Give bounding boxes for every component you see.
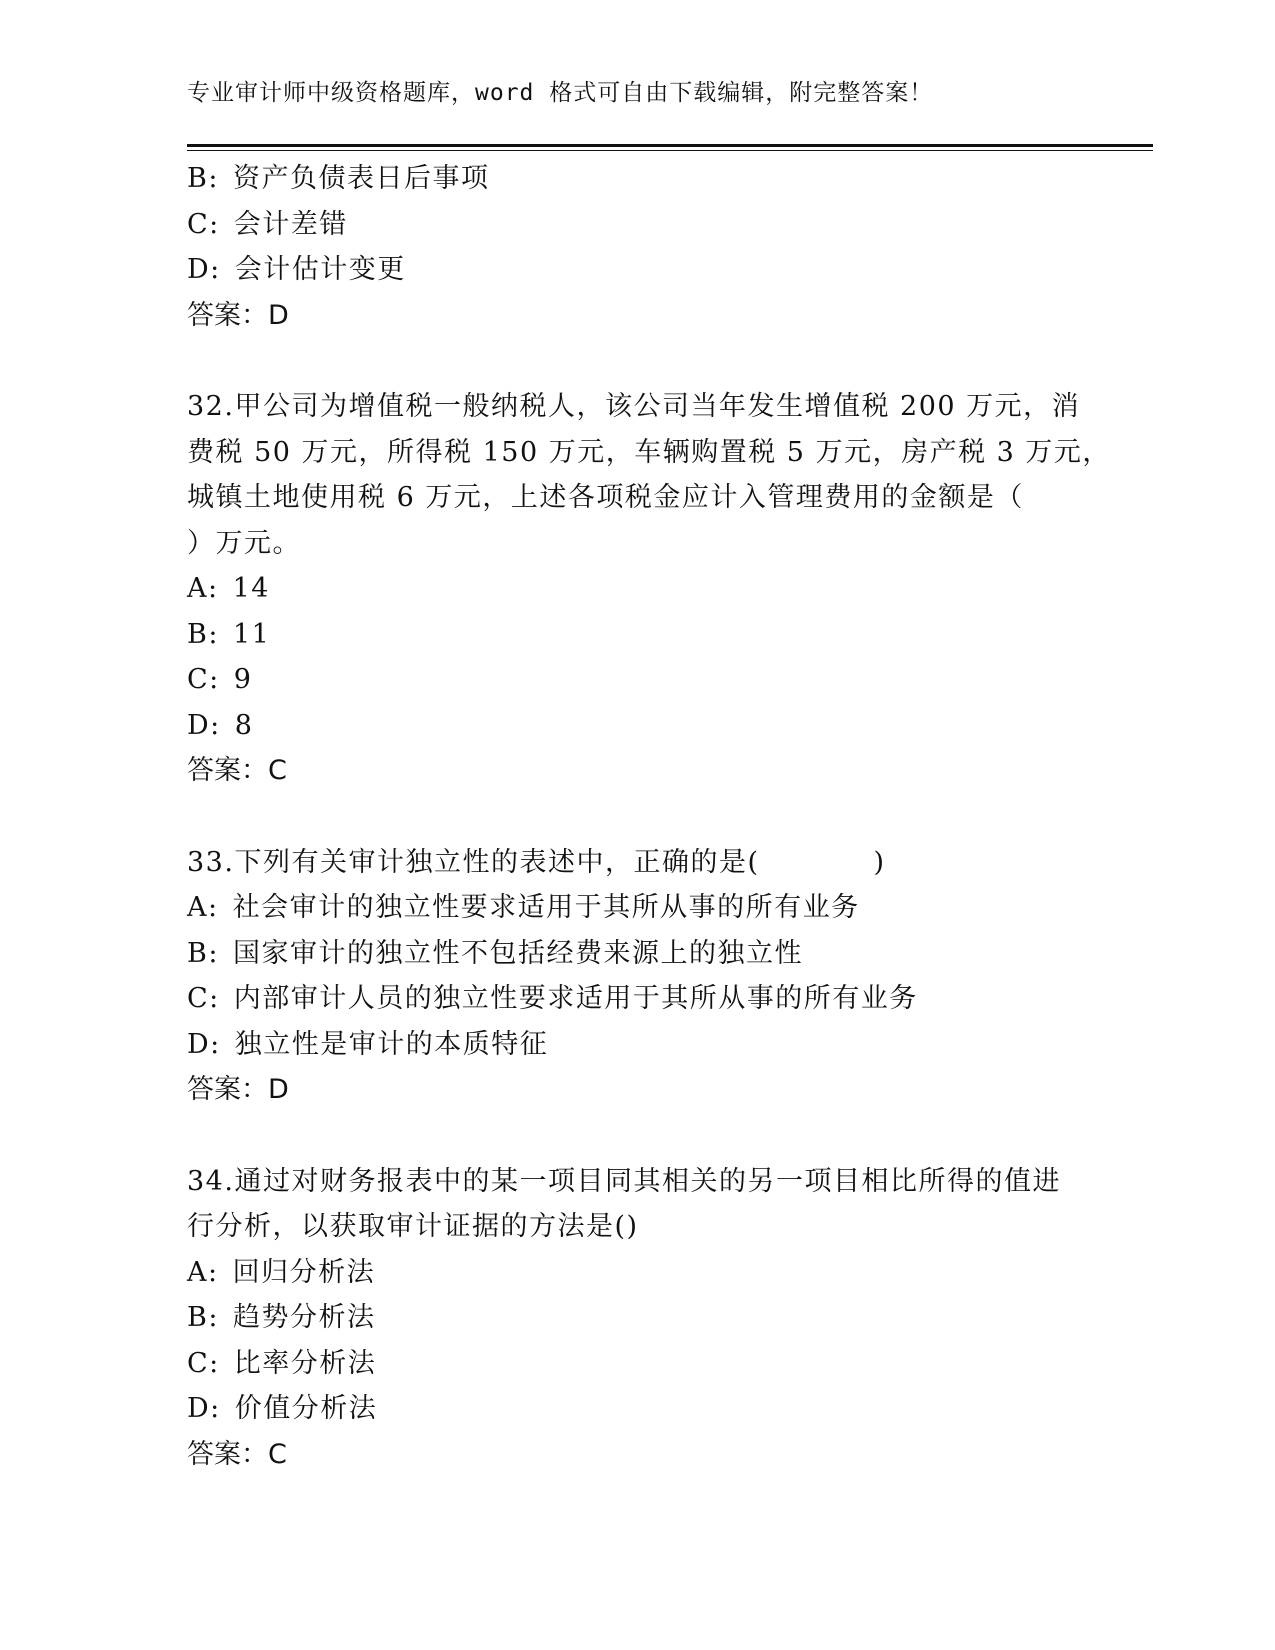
question-stem-line: 城镇土地使用税 6 万元，上述各项税金应计入管理费用的金额是（	[187, 482, 1024, 513]
option-letter: B:	[187, 163, 219, 194]
header-rule-thin	[187, 150, 1153, 151]
question-stem-line: 行分析，以获取审计证据的方法是()	[187, 1211, 639, 1242]
option-letter: B:	[187, 1302, 219, 1333]
option-line	[187, 1250, 1087, 1296]
option-letter: C:	[187, 1347, 220, 1379]
option-line	[187, 156, 1087, 202]
answer-line: 答案：D	[187, 1074, 289, 1105]
option-letter: C:	[187, 208, 220, 240]
option-line	[187, 202, 1087, 248]
option-letter: B:	[187, 937, 219, 969]
option-line	[187, 247, 1087, 293]
option-text: 会计差错	[233, 208, 348, 240]
document-body	[187, 156, 1111, 1477]
question-stem-line: 33.下列有关审计独立性的表述中，正确的是( )	[187, 846, 886, 878]
question-stem-line: 34.通过对财务报表中的某一项目同其相关的另一项目相比所得的值进	[187, 1165, 1061, 1197]
page-header: 专业审计师中级资格题库，word 格式可自由下载编辑，附完整答案！	[187, 80, 934, 106]
option-line	[187, 1386, 1087, 1432]
option-line	[187, 657, 1087, 703]
option-line	[187, 931, 1087, 977]
option-line	[187, 976, 1087, 1022]
option-text: 会计估计变更	[234, 254, 406, 285]
question-stem-line: 32.甲公司为增值税一般纳税人，该公司当年发生增值税 200 万元，消	[187, 391, 1081, 422]
option-letter: A:	[187, 1256, 219, 1288]
option-text: 比率分析法	[233, 1347, 377, 1379]
option-letter: D:	[187, 1028, 221, 1060]
answer-line: 答案：D	[187, 299, 289, 331]
option-text: 11	[232, 618, 271, 650]
option-text: 独立性是审计的本质特征	[234, 1028, 549, 1060]
continued-question	[187, 156, 1087, 338]
option-text: 社会审计的独立性要求适用于其所从事的所有业务	[232, 892, 860, 923]
option-text: 趋势分析法	[232, 1302, 376, 1333]
option-text: 回归分析法	[232, 1256, 376, 1288]
option-text: 内部审计人员的独立性要求适用于其所从事的所有业务	[233, 983, 918, 1014]
option-letter: D:	[187, 254, 221, 285]
answer-line: 答案：C	[187, 755, 287, 786]
question-34	[187, 1159, 1087, 1478]
option-line	[187, 885, 1087, 931]
option-text: 9	[233, 664, 253, 695]
option-letter: B:	[187, 618, 219, 650]
option-line	[187, 703, 1087, 749]
answer-line: 答案：C	[187, 1438, 287, 1470]
option-letter: D:	[187, 1393, 221, 1424]
option-letter: C:	[187, 983, 220, 1014]
option-text: 价值分析法	[234, 1393, 378, 1424]
question-stem-line: ）万元。	[187, 527, 301, 559]
option-line	[187, 566, 1087, 612]
option-line	[187, 1022, 1087, 1068]
question-stem-line: 费税 50 万元，所得税 150 万元，车辆购置税 5 万元，房产税 3 万元，	[187, 436, 1111, 468]
option-line	[187, 1341, 1087, 1387]
option-line	[187, 1295, 1087, 1341]
question-33	[187, 840, 1087, 1113]
header-rule-thick	[187, 144, 1153, 147]
option-letter: A:	[187, 892, 219, 923]
option-text: 国家审计的独立性不包括经费来源上的独立性	[232, 937, 803, 969]
question-32	[187, 384, 1111, 794]
option-letter: A:	[187, 573, 219, 604]
option-line	[187, 612, 1087, 658]
option-text: 8	[234, 709, 254, 741]
option-letter: C:	[187, 664, 220, 695]
option-text: 资产负债表日后事项	[232, 163, 490, 194]
option-letter: D:	[187, 709, 221, 741]
option-text: 14	[232, 573, 270, 604]
